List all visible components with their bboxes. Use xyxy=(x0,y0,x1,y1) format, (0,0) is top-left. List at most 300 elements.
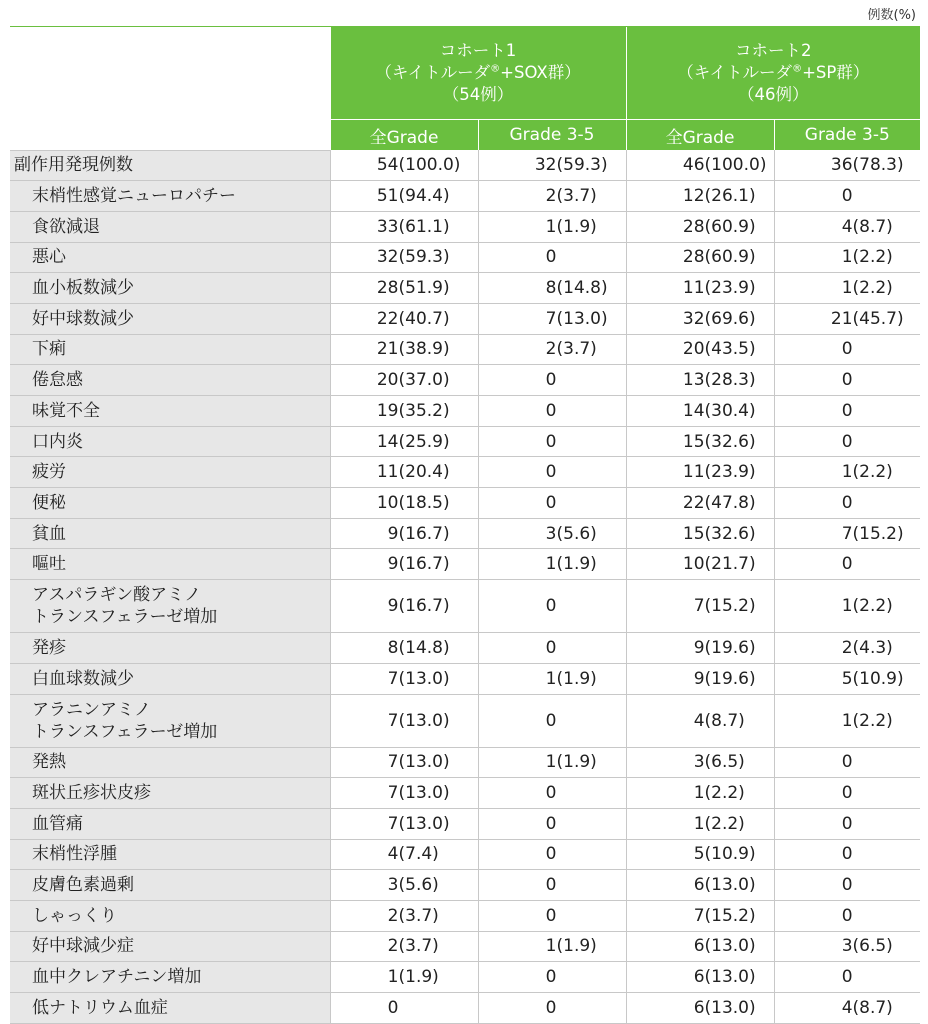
case-count: 11 xyxy=(682,278,705,299)
case-percent: (3.7) xyxy=(398,905,439,926)
unit-label: 例数(%) xyxy=(867,8,916,23)
case-count: 4 xyxy=(693,710,705,731)
case-count: 14 xyxy=(376,431,399,452)
case-count: 2 xyxy=(545,186,557,207)
case-percent: (14.8) xyxy=(556,278,608,299)
table-row xyxy=(10,242,920,273)
table-row xyxy=(10,808,920,839)
case-percent: (2.2) xyxy=(704,813,745,834)
case-count: 1 xyxy=(841,462,853,483)
cell-cohort2-all xyxy=(626,365,774,396)
reaction-name xyxy=(10,900,330,931)
cell-cohort1-g35 xyxy=(478,870,626,901)
reaction-name xyxy=(10,242,330,273)
case-count: 0 xyxy=(545,967,557,988)
case-count: 0 xyxy=(841,492,853,513)
case-count: 1 xyxy=(693,783,705,804)
case-percent: (100.0) xyxy=(398,155,461,176)
cell-cohort2-g35 xyxy=(774,931,920,962)
case-count: 3 xyxy=(841,936,853,957)
cell-cohort1-g35 xyxy=(478,962,626,993)
case-count: 0 xyxy=(841,905,853,926)
case-count: 54 xyxy=(376,155,399,176)
cell-cohort2-g35 xyxy=(774,396,920,427)
cell-cohort2-g35 xyxy=(774,150,920,181)
reaction-name-text: 疲労 xyxy=(32,462,66,483)
cell-cohort2-all xyxy=(626,839,774,870)
case-count: 51 xyxy=(376,186,399,207)
case-count: 0 xyxy=(545,905,557,926)
case-count: 2 xyxy=(545,339,557,360)
reaction-name-text: 下痢 xyxy=(32,339,66,360)
header-blank-cell xyxy=(10,27,330,151)
cell-cohort1-all xyxy=(330,993,478,1024)
case-count: 0 xyxy=(545,462,557,483)
table-row xyxy=(10,396,920,427)
cell-cohort1-g35 xyxy=(478,694,626,747)
cell-cohort2-all xyxy=(626,747,774,778)
cell-cohort1-all xyxy=(330,303,478,334)
cell-cohort1-g35 xyxy=(478,334,626,365)
case-count: 2 xyxy=(387,905,399,926)
case-count: 7 xyxy=(545,308,557,329)
cell-cohort2-all xyxy=(626,426,774,457)
reaction-name xyxy=(10,839,330,870)
case-count: 7 xyxy=(841,523,853,544)
cell-cohort1-g35 xyxy=(478,549,626,580)
cohort1-regimen-post: +SOX群） xyxy=(500,63,581,82)
reaction-name-text: しゃっくり xyxy=(32,905,117,926)
cell-cohort2-all xyxy=(626,334,774,365)
case-count: 1 xyxy=(841,247,853,268)
case-count: 28 xyxy=(682,247,705,268)
case-count: 1 xyxy=(545,752,557,773)
case-percent: (30.4) xyxy=(704,400,756,421)
reaction-name xyxy=(10,365,330,396)
cell-cohort1-g35 xyxy=(478,150,626,181)
case-percent: (23.9) xyxy=(704,462,756,483)
cell-cohort1-g35 xyxy=(478,365,626,396)
reaction-name-text: 貧血 xyxy=(32,523,66,544)
table-row xyxy=(10,334,920,365)
reaction-name-text: 血中クレアチニン増加 xyxy=(32,967,202,988)
cell-cohort1-all xyxy=(330,808,478,839)
case-percent: (15.2) xyxy=(704,596,756,617)
case-count: 33 xyxy=(376,216,399,237)
case-count: 32 xyxy=(534,155,557,176)
case-count: 9 xyxy=(693,637,705,658)
reaction-name-text: 低ナトリウム血症 xyxy=(32,997,168,1018)
case-percent: (19.6) xyxy=(704,637,756,658)
case-percent: (2.2) xyxy=(704,783,745,804)
case-percent: (13.0) xyxy=(556,308,608,329)
case-count: 9 xyxy=(387,596,399,617)
reaction-name xyxy=(10,694,330,747)
case-count: 10 xyxy=(376,492,399,513)
case-count: 32 xyxy=(376,247,399,268)
cell-cohort2-all xyxy=(626,242,774,273)
cell-cohort1-all xyxy=(330,150,478,181)
case-percent: (10.9) xyxy=(852,668,904,689)
cell-cohort2-g35 xyxy=(774,663,920,694)
cell-cohort2-g35 xyxy=(774,993,920,1024)
case-count: 10 xyxy=(682,554,705,575)
table-body xyxy=(10,150,920,1023)
case-count: 6 xyxy=(693,967,705,988)
table-row xyxy=(10,931,920,962)
case-count: 9 xyxy=(693,668,705,689)
case-count: 3 xyxy=(693,752,705,773)
cell-cohort1-all xyxy=(330,365,478,396)
case-percent: (2.2) xyxy=(852,462,893,483)
table-row xyxy=(10,273,920,304)
case-count: 0 xyxy=(545,247,557,268)
case-count: 7 xyxy=(387,710,399,731)
reaction-name xyxy=(10,747,330,778)
case-percent: (16.7) xyxy=(398,596,450,617)
cell-cohort1-all xyxy=(330,396,478,427)
cell-cohort2-g35 xyxy=(774,900,920,931)
case-count: 0 xyxy=(545,875,557,896)
cell-cohort1-all xyxy=(330,426,478,457)
case-percent: (94.4) xyxy=(398,186,450,207)
cell-cohort1-all xyxy=(330,488,478,519)
case-count: 15 xyxy=(682,523,705,544)
case-percent: (10.9) xyxy=(704,844,756,865)
reaction-name-text: 発熱 xyxy=(32,752,66,773)
cell-cohort2-g35 xyxy=(774,747,920,778)
cell-cohort2-all xyxy=(626,211,774,242)
cell-cohort2-g35 xyxy=(774,870,920,901)
cell-cohort2-all xyxy=(626,808,774,839)
reaction-name xyxy=(10,580,330,633)
cell-cohort2-g35 xyxy=(774,303,920,334)
cell-cohort2-g35 xyxy=(774,839,920,870)
case-count: 0 xyxy=(841,431,853,452)
case-count: 7 xyxy=(387,813,399,834)
cell-cohort1-all xyxy=(330,181,478,212)
case-count: 3 xyxy=(387,875,399,896)
table-row xyxy=(10,303,920,334)
cell-cohort2-g35 xyxy=(774,242,920,273)
case-count: 22 xyxy=(682,492,705,513)
reaction-name xyxy=(10,426,330,457)
cell-cohort1-all xyxy=(330,962,478,993)
cell-cohort1-g35 xyxy=(478,426,626,457)
table-row xyxy=(10,993,920,1024)
case-count: 1 xyxy=(387,967,399,988)
case-count: 2 xyxy=(841,637,853,658)
case-count: 0 xyxy=(841,339,853,360)
table-row xyxy=(10,518,920,549)
case-count: 11 xyxy=(682,462,705,483)
case-percent: (16.7) xyxy=(398,523,450,544)
cell-cohort1-all xyxy=(330,900,478,931)
case-percent: (13.0) xyxy=(704,936,756,957)
case-count: 14 xyxy=(682,400,705,421)
reaction-name-text: アラニンアミノ xyxy=(32,699,151,720)
case-percent: (13.0) xyxy=(398,783,450,804)
reaction-name xyxy=(10,488,330,519)
case-percent: (59.3) xyxy=(556,155,608,176)
cell-cohort1-g35 xyxy=(478,211,626,242)
cell-cohort2-g35 xyxy=(774,273,920,304)
reaction-name-text: 皮膚色素過剰 xyxy=(32,875,134,896)
cell-cohort1-g35 xyxy=(478,181,626,212)
cohort1-regimen-pre: （キイトルーダ xyxy=(375,63,491,82)
cell-cohort1-g35 xyxy=(478,580,626,633)
table-row xyxy=(10,549,920,580)
reaction-name xyxy=(10,150,330,181)
case-percent: (3.7) xyxy=(556,186,597,207)
cell-cohort2-all xyxy=(626,633,774,664)
reaction-name xyxy=(10,396,330,427)
cell-cohort1-all xyxy=(330,663,478,694)
cell-cohort1-all xyxy=(330,633,478,664)
case-percent: (26.1) xyxy=(704,186,756,207)
case-percent: (40.7) xyxy=(398,308,450,329)
reaction-name xyxy=(10,211,330,242)
table-row xyxy=(10,150,920,181)
table-row xyxy=(10,457,920,488)
case-count: 0 xyxy=(841,186,853,207)
case-count: 11 xyxy=(376,462,399,483)
case-percent: (2.2) xyxy=(852,278,893,299)
case-percent: (3.7) xyxy=(556,339,597,360)
cell-cohort2-all xyxy=(626,396,774,427)
reaction-name-text: 末梢性浮腫 xyxy=(32,844,117,865)
case-percent: (13.0) xyxy=(398,710,450,731)
cell-cohort1-all xyxy=(330,839,478,870)
reaction-name xyxy=(10,633,330,664)
case-percent: (19.6) xyxy=(704,668,756,689)
reaction-name-text: 食欲減退 xyxy=(32,216,100,237)
cell-cohort2-all xyxy=(626,931,774,962)
case-count: 0 xyxy=(841,844,853,865)
case-percent: (14.8) xyxy=(398,637,450,658)
cell-cohort2-all xyxy=(626,457,774,488)
case-count: 28 xyxy=(682,216,705,237)
cell-cohort1-all xyxy=(330,273,478,304)
cohort1-regimen xyxy=(332,62,625,84)
case-percent: (38.9) xyxy=(398,339,450,360)
cohort2-header xyxy=(626,27,920,120)
table-row xyxy=(10,747,920,778)
case-percent: (61.1) xyxy=(398,216,450,237)
case-percent: (28.3) xyxy=(704,370,756,391)
case-count: 0 xyxy=(545,637,557,658)
case-count: 0 xyxy=(545,431,557,452)
cohort-header-row xyxy=(10,27,920,120)
reaction-name xyxy=(10,334,330,365)
reaction-name xyxy=(10,993,330,1024)
case-count: 7 xyxy=(693,596,705,617)
cohort1-registered-mark: ® xyxy=(490,63,501,75)
reaction-name-text: 血小板数減少 xyxy=(32,278,134,299)
cell-cohort2-g35 xyxy=(774,962,920,993)
case-count: 0 xyxy=(841,554,853,575)
cell-cohort1-g35 xyxy=(478,839,626,870)
case-count: 28 xyxy=(376,278,399,299)
case-count: 22 xyxy=(376,308,399,329)
cell-cohort1-g35 xyxy=(478,396,626,427)
cell-cohort1-g35 xyxy=(478,747,626,778)
cell-cohort2-g35 xyxy=(774,580,920,633)
cell-cohort2-all xyxy=(626,488,774,519)
reaction-name-text: 悪心 xyxy=(32,247,66,268)
cell-cohort2-all xyxy=(626,870,774,901)
cell-cohort2-g35 xyxy=(774,518,920,549)
cohort2-count: （46例） xyxy=(738,85,809,104)
cell-cohort1-all xyxy=(330,518,478,549)
cell-cohort2-g35 xyxy=(774,365,920,396)
cell-cohort1-all xyxy=(330,931,478,962)
reaction-name-text: 好中球数減少 xyxy=(32,308,134,329)
cell-cohort2-g35 xyxy=(774,211,920,242)
cell-cohort1-g35 xyxy=(478,518,626,549)
cell-cohort1-g35 xyxy=(478,663,626,694)
reaction-name-text-line2: トランスフェラーゼ増加 xyxy=(32,607,218,628)
cell-cohort2-g35 xyxy=(774,426,920,457)
adverse-reaction-table xyxy=(10,26,920,1024)
case-percent: (51.9) xyxy=(398,278,450,299)
case-count: 9 xyxy=(387,554,399,575)
case-percent: (23.9) xyxy=(704,278,756,299)
reaction-name xyxy=(10,273,330,304)
reaction-name-text: 味覚不全 xyxy=(32,400,100,421)
case-count: 21 xyxy=(830,308,853,329)
cell-cohort2-g35 xyxy=(774,778,920,809)
case-percent: (7.4) xyxy=(398,844,439,865)
case-percent: (100.0) xyxy=(704,155,767,176)
cell-cohort2-all xyxy=(626,694,774,747)
cell-cohort2-all xyxy=(626,778,774,809)
case-percent: (6.5) xyxy=(704,752,745,773)
case-percent: (25.9) xyxy=(398,431,450,452)
reaction-name xyxy=(10,931,330,962)
case-percent: (69.6) xyxy=(704,308,756,329)
table-row xyxy=(10,365,920,396)
table-row xyxy=(10,211,920,242)
case-percent: (13.0) xyxy=(704,875,756,896)
reaction-name xyxy=(10,303,330,334)
case-percent: (35.2) xyxy=(398,400,450,421)
cell-cohort2-g35 xyxy=(774,694,920,747)
case-count: 4 xyxy=(841,997,853,1018)
reaction-name-text: 斑状丘疹状皮疹 xyxy=(32,783,151,804)
cell-cohort1-g35 xyxy=(478,273,626,304)
case-percent: (1.9) xyxy=(556,216,597,237)
case-percent: (4.3) xyxy=(852,637,893,658)
case-count: 0 xyxy=(841,370,853,391)
case-percent: (78.3) xyxy=(852,155,904,176)
reaction-name xyxy=(10,778,330,809)
cell-cohort1-all xyxy=(330,457,478,488)
reaction-name xyxy=(10,808,330,839)
case-count: 7 xyxy=(387,668,399,689)
case-percent: (5.6) xyxy=(556,523,597,544)
cell-cohort2-all xyxy=(626,549,774,580)
case-count: 2 xyxy=(387,936,399,957)
case-count: 12 xyxy=(682,186,705,207)
case-percent: (1.9) xyxy=(556,668,597,689)
case-count: 1 xyxy=(545,936,557,957)
case-percent: (1.9) xyxy=(556,936,597,957)
reaction-name xyxy=(10,549,330,580)
case-percent: (1.9) xyxy=(398,967,439,988)
cell-cohort2-all xyxy=(626,150,774,181)
cell-cohort2-g35 xyxy=(774,181,920,212)
cell-cohort2-all xyxy=(626,303,774,334)
case-count: 36 xyxy=(830,155,853,176)
cell-cohort1-all xyxy=(330,334,478,365)
case-percent: (45.7) xyxy=(852,308,904,329)
case-count: 0 xyxy=(545,492,557,513)
reaction-name-text: 血管痛 xyxy=(32,813,83,834)
case-count: 0 xyxy=(841,813,853,834)
case-count: 6 xyxy=(693,936,705,957)
case-count: 7 xyxy=(387,783,399,804)
case-percent: (16.7) xyxy=(398,554,450,575)
case-count: 1 xyxy=(841,278,853,299)
reaction-name-text: 口内炎 xyxy=(32,431,83,452)
cell-cohort1-g35 xyxy=(478,633,626,664)
case-count: 0 xyxy=(545,370,557,391)
cohort2-regimen xyxy=(628,62,920,84)
table-row xyxy=(10,633,920,664)
case-count: 0 xyxy=(545,844,557,865)
case-percent: (3.7) xyxy=(398,936,439,957)
case-count: 0 xyxy=(841,967,853,988)
case-percent: (8.7) xyxy=(704,710,745,731)
cell-cohort1-all xyxy=(330,211,478,242)
case-percent: (60.9) xyxy=(704,247,756,268)
case-count: 21 xyxy=(376,339,399,360)
case-count: 0 xyxy=(545,783,557,804)
cell-cohort1-g35 xyxy=(478,993,626,1024)
case-percent: (2.2) xyxy=(852,247,893,268)
cell-cohort1-all xyxy=(330,694,478,747)
cell-cohort1-all xyxy=(330,778,478,809)
cell-cohort2-g35 xyxy=(774,334,920,365)
case-count: 0 xyxy=(841,875,853,896)
case-percent: (60.9) xyxy=(704,216,756,237)
case-percent: (13.0) xyxy=(398,752,450,773)
case-count: 5 xyxy=(841,668,853,689)
cell-cohort1-g35 xyxy=(478,808,626,839)
reaction-name-text: 嘔吐 xyxy=(32,554,66,575)
case-count: 1 xyxy=(841,596,853,617)
reaction-name-text: アスパラギン酸アミノ xyxy=(32,585,202,606)
case-percent: (2.2) xyxy=(852,596,893,617)
reaction-name-text: 便秘 xyxy=(32,492,66,513)
cell-cohort1-g35 xyxy=(478,900,626,931)
cell-cohort2-all xyxy=(626,663,774,694)
case-percent: (6.5) xyxy=(852,936,893,957)
table-row xyxy=(10,181,920,212)
cohort2-regimen-post: +SP群） xyxy=(802,63,870,82)
reaction-name-text: 末梢性感覚ニューロパチー xyxy=(32,186,236,207)
cell-cohort1-g35 xyxy=(478,931,626,962)
reaction-name-text: 好中球減少症 xyxy=(32,936,134,957)
case-count: 0 xyxy=(545,710,557,731)
cohort1-count: （54例） xyxy=(442,85,514,104)
case-count: 46 xyxy=(682,155,705,176)
cell-cohort2-all xyxy=(626,181,774,212)
reaction-name-text: 発疹 xyxy=(32,637,66,658)
cohort2-grade35-header: Grade 3-5 xyxy=(774,120,920,151)
cell-cohort2-all xyxy=(626,273,774,304)
